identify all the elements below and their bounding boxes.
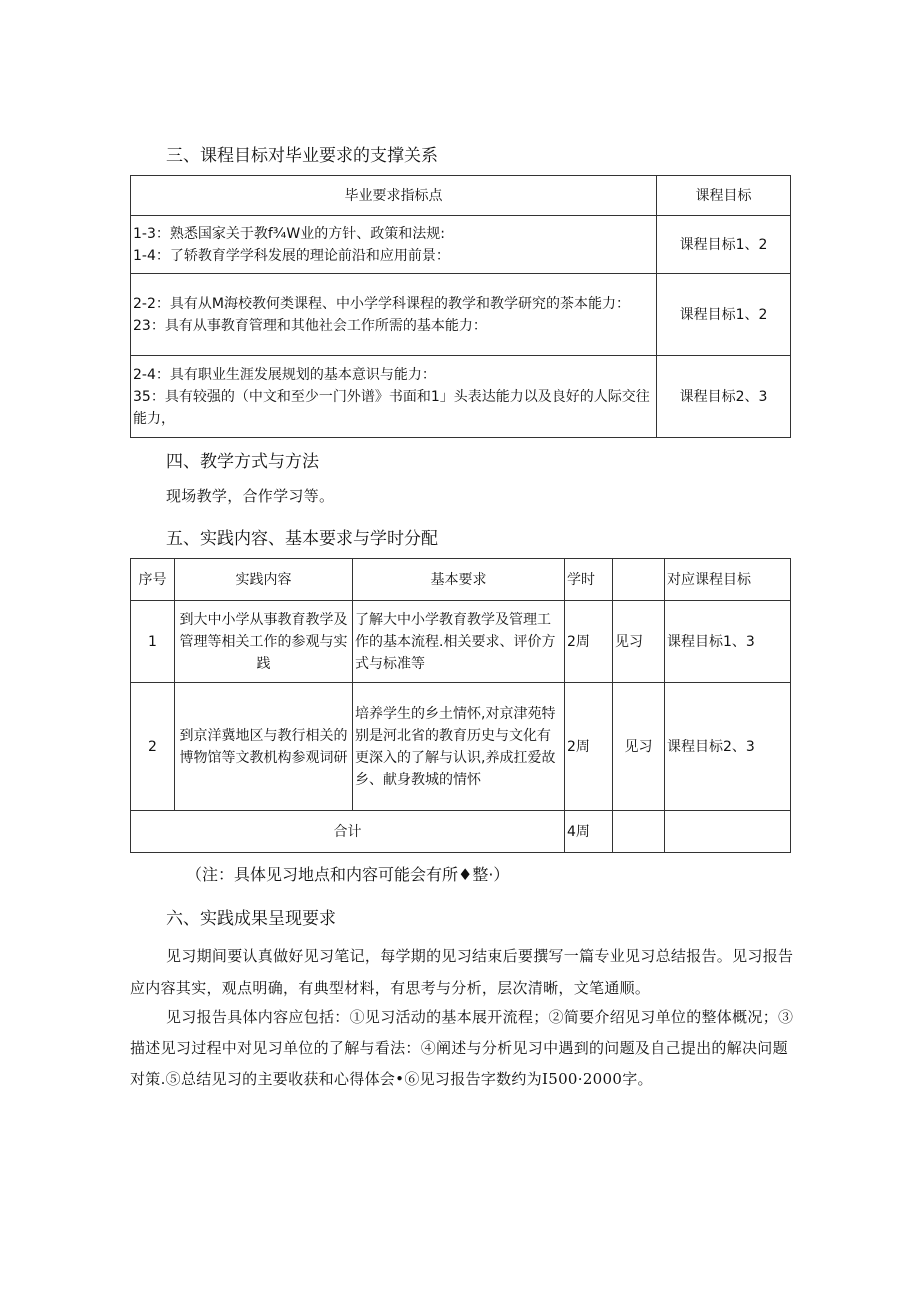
requirement-cell <box>131 274 657 356</box>
goal-cell: 课程目标1、2 <box>657 274 791 356</box>
section5-heading: 五、实践内容、基本要求与学时分配 <box>166 529 438 549</box>
header-empty <box>613 559 665 601</box>
requirement-line: 1-3：熟悉国家关于教f¾W业的方针、政策和法规: <box>133 225 445 242</box>
requirement-line: 23：具有从事教育管理和其他社会工作所需的基本能力： <box>133 317 487 334</box>
header-course-goal: 对应课程目标 <box>665 559 791 601</box>
requirement-cell <box>131 356 657 438</box>
header-course-goal: 课程目标 <box>657 176 791 216</box>
requirement-line: 2-2：具有从M海校教何类课程、中小学学科课程的教学和教学研究的茶本能力： <box>133 295 630 312</box>
total-empty <box>613 811 665 853</box>
practice-note: （注：具体见习地点和内容可能会有所♦整·） <box>186 865 510 884</box>
section4-text: 现场教学，合作学习等。 <box>166 487 335 505</box>
goal-cell: 课程目标1、2 <box>657 216 791 274</box>
section4-heading: 四、教学方式与方法 <box>166 452 319 472</box>
table-row <box>131 216 791 274</box>
total-row <box>131 811 791 853</box>
goal-cell: 课程目标2、3 <box>657 356 791 438</box>
row-type: 见习 <box>613 601 665 683</box>
row-hours: 2周 <box>565 601 613 683</box>
table-row <box>131 356 791 438</box>
practice-table <box>130 558 791 853</box>
section6-heading: 六、实践成果呈现要求 <box>166 909 336 929</box>
row-goal: 课程目标2、3 <box>665 683 791 811</box>
section6-paragraph-1: 见习期间要认真做好见习笔记，每学期的见习结束后要撰写一篇专业见习总结报告。见习报告应内容其实，观点明确，有典型材料，有思考与分析，层次清晰，文笔通顺。 <box>130 947 794 997</box>
total-label: 合计 <box>131 811 565 853</box>
table-row <box>131 274 791 356</box>
row-requirement: 了解大中小学教育教学及管理工作的基本流程.相关要求、评价方式与标准等 <box>353 601 565 683</box>
requirement-line: 1-4：了轿教育学学科发展的理论前沿和应用前景： <box>133 247 450 264</box>
row-number: 1 <box>131 601 175 683</box>
table-header-row <box>131 559 791 601</box>
row-type: 见习 <box>613 683 665 811</box>
row-requirement: 培养学生的乡土情怀,对京津苑特别是河北省的教育历史与文化有更深入的了解与认识,养成扛爱故乡、献身教城的情怀 <box>353 683 565 811</box>
requirement-line: 2-4：具有职业生涯发展规划的基本意识与能力： <box>133 366 436 383</box>
header-number: 序号 <box>131 559 175 601</box>
total-empty <box>665 811 791 853</box>
row-content: 到京洋冀地区与教行相关的博物馆等文教机构参观词研 <box>175 683 353 811</box>
requirement-cell <box>131 216 657 274</box>
row-goal: 课程目标1、3 <box>665 601 791 683</box>
total-hours: 4周 <box>565 811 613 853</box>
header-content: 实践内容 <box>175 559 353 601</box>
header-requirement: 毕业要求指标点 <box>131 176 657 216</box>
section3-heading: 三、课程目标对毕业要求的支撑关系 <box>166 146 438 166</box>
graduation-support-table <box>130 175 791 438</box>
table-row <box>131 683 791 811</box>
table-header-row <box>131 176 791 216</box>
section6-paragraph-2: 见习报告具体内容应包括：①见习活动的基本展开流程；②简要介绍见习单位的整体概况；③描述见习过程中对见习单位的了解与看法：④阐述与分析见习中遇到的问题及自己提出的解决问题对策.⑤总结见习的主要收获和心得体会•⑥见习报告字数约为I500·2000字。 <box>130 1008 794 1088</box>
table-row <box>131 601 791 683</box>
row-hours: 2周 <box>565 683 613 811</box>
row-content: 到大中小学从事教育教学及管理等相关工作的参观与实践 <box>175 601 353 683</box>
row-number: 2 <box>131 683 175 811</box>
requirement-line: 35：具有较强的（中文和至少一门外谱》书面和1」头表达能力以及良好的人际交往能力， <box>133 388 650 427</box>
header-requirement: 基本要求 <box>353 559 565 601</box>
header-hours: 学时 <box>565 559 613 601</box>
